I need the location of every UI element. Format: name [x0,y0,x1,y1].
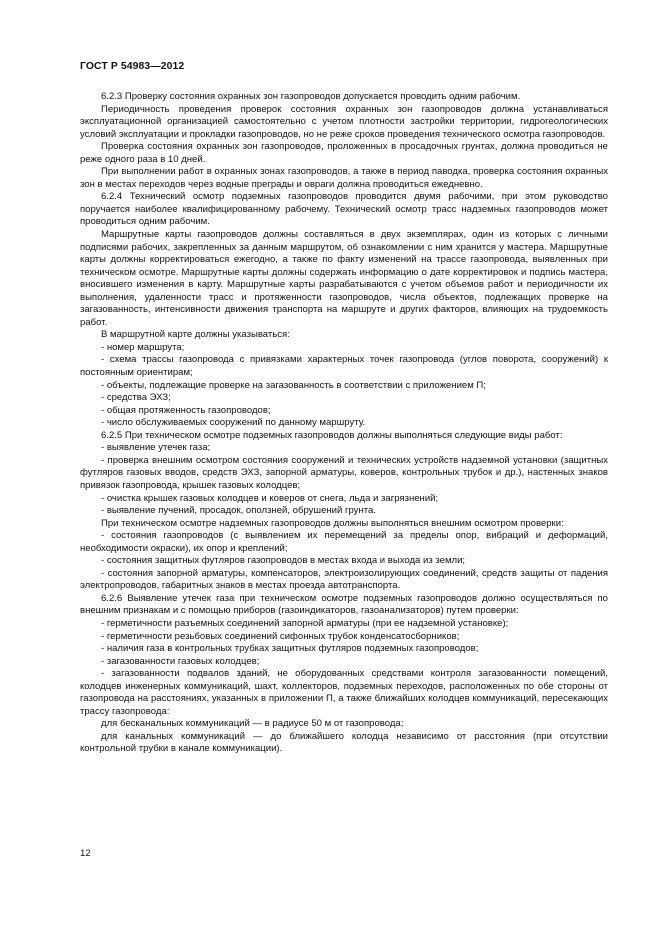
list-item: - проверка внешним осмотром состояния сооружений и технических устройств надземной установки (защитных футляров газовых вводов, средств ЭХЗ, запорной арматуры, коверов, контрольных трубок и др.), настенных знаков привязок газопровода, крышек газовых колодцев; [80,454,608,491]
list-item: - загазованности подвалов зданий, не оборудованных средствами контроля загазованности помещений, колодцев инженерных коммуникаций, шахт, коллекторов, подземных переходов, расположенных по обе стороны от газопровода на расстояниях, указанных в приложении П, а также ближайших колодцев коммуникаций, пересекающих трассу газопровода: [80,668,608,717]
paragraph: Проверка состояния охранных зон газопроводов, проложенных в просадочных грунтах, должна проводиться не реже одного раза в 10 дней. [80,141,608,165]
paragraph: При выполнении работ в охранных зонах газопроводов, а также в период паводка, проверка состояния охранных зон в местах переходов через водные преграды и овраги должна проводиться ежедневно. [80,166,608,190]
paragraph: 6.2.3 Проверку состояния охранных зон газопроводов допускается проводить одним рабочим. [101,91,521,102]
page-number: 12 [80,848,91,859]
paragraph: 6.2.6 Выявление утечек газа при техническом осмотре подземных газопроводов должно осуществляться по внешним признакам и с помощью приборов (газоиндикаторов, газоанализаторов) путем проверки: [80,592,608,617]
list-item: - герметичности разъемных соединений запорной арматуры (при ее надземной установке); [101,617,509,629]
list-item: - состояния запорной арматуры, компенсаторов, электроизолирующих соединений, средств защиты от падения электропроводов, габаритных знаков в местах проезда автотранспорта. [80,567,608,592]
paragraph: для канальных коммуникаций — до ближайшего колодца независимо от расстояния (при отсутствии контрольной трубки в канале коммуникации). [80,730,608,755]
list-item: - номер маршрута; [101,341,185,353]
list-item: - состояния защитных футляров газопроводов в местах входа и выхода из земли; [101,555,466,567]
paragraph: При техническом осмотре надземных газопроводов должны выполняться внешним осмотром проверки: [101,517,564,529]
list-item: - наличия газа в контрольных трубках защитных футляров подземных газопроводов; [101,643,479,655]
paragraph: Маршрутные карты газопроводов должны составляться в двух экземплярах, один из которых с личными подписями рабочих, закрепленных за данным маршрутом, об ознакомлении с ним хранится у мастера. Маршрутные карты должны корректироваться ежегодно, а также по факту изменений на трассе газопровода, выявленных при техническом осмотре. Маршрутные карты должны содержать информацию о дате корректировок и подпись мастера, вносившего изменения в карту. Маршрутные карты разрабатываются с учетом объемов работ и периодичности их выполнения, удаленности трасс и протяженности газопроводов, числа объектов, подлежащих проверке на загазованность, интенсивности движения транспорта на маршруте и других факторов, влияющих на трудоемкость работ. [80,229,608,328]
list-item: - число обслуживаемых сооружений по данному маршруту. [101,417,366,429]
paragraph: 6.2.4 Технический осмотр подземных газопроводов проводится двумя рабочими, при этом руководство поручается наиболее квалифицированному рабочему. Технический осмотр трасс надземных газопроводов может проводиться одним рабочим. [80,191,608,228]
list-item: - очистка крышек газовых колодцев и коверов от снега, льда и загрязнений; [101,492,439,504]
list-item: - состояния газопроводов (с выявлением их перемещений за пределы опор, вибраций и деформаций, необходимости окраски), их опор и креплений; [80,530,608,554]
list-item: - общая протяженность газопроводов; [101,404,271,416]
paragraph: для бесканальных коммуникаций — в радиусе 50 м от газопровода; [101,718,404,730]
list-item: - схема трассы газопровода с привязками характерных точек газопровода (углов поворота, сооружений) к постоянным ориентирам; [80,354,608,379]
list-item: - выявление утечек газа; [101,442,211,454]
list-item: - загазованности газовых колодцев; [101,655,260,667]
paragraph: 6.2.5 При техническом осмотре подземных газопроводов должны выполняться следующие виды работ: [101,429,563,441]
list-item: - объекты, подлежащие проверке на загазованность в соответствии с приложением П; [101,379,486,391]
paragraph: Периодичность проведения проверок состояния охранных зон газопроводов должна устанавливаться эксплуатационной организацией самостоятельно с учетом плотности застройки территории, гидрогеологических условий эксплуатации и прокладки газопроводов, но не реже сроков проведения технического осмотра газопроводов. [80,103,608,140]
list-item: - средства ЭХЗ; [101,392,171,404]
paragraph: В маршрутной карте должны указываться: [101,329,290,341]
list-item: - герметичности резьбовых соединений сифонных трубок конденсатосборников; [101,630,460,642]
document-body [80,91,608,756]
list-item: - выявление пучений, просадок, оползней, обрушений грунта. [101,505,376,517]
document-header: ГОСТ Р 54983—2012 [80,61,185,72]
